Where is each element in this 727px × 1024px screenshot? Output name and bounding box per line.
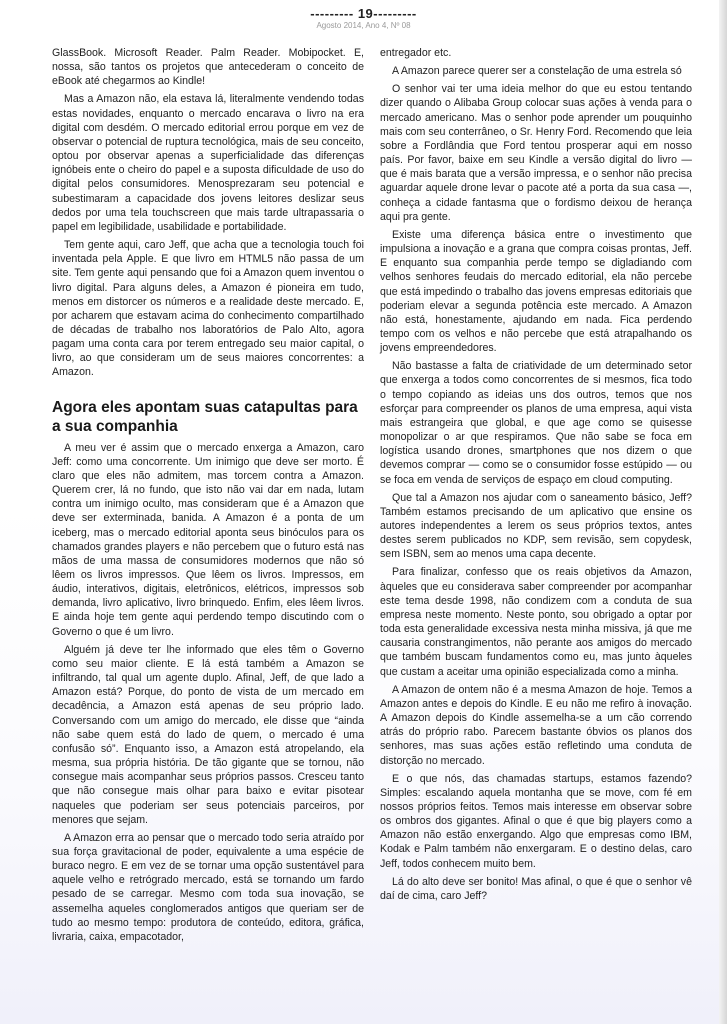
paragraph: A Amazon de ontem não é a mesma Amazon de hoje. Temos a Amazon antes e depois do Kindle. E eu não me refiro à inovação. A Amazon depois do Kindle assemelha-se a um cão correndo atrás do próprio rabo. Parecem bastante óbvios os planos dos senhores, mas suas ações estão refletindo uma conduta de distorção no mercado.	[380, 683, 692, 767]
left-column	[52, 46, 364, 948]
paragraph: Existe uma diferença básica entre o investimento que impulsiona a inovação e a grana que compra coisas prontas, Jeff. E enquanto sua companhia perde tempo se digladiando com velhos senhores feudais do mercado editorial, ela não percebe que está impedindo o trabalho das jovens empresas editoriais que poderiam elevar a segunda potência este mercado. A Amazon não está, honestamente, ajudando em nada. Fica perdendo tempo com os velhos e não percebe que está atrapalhando os jovens empreendedores.	[380, 228, 692, 355]
paragraph: Não bastasse a falta de criatividade de um determinado setor que enxerga a todos como concorrentes de si mesmos, fica todo o tempo copiando as ideias uns dos outros, temos que nos esforçar para compreender os planos de uma empresa, aqui vista mais estrangeira que global, e que age como se quisesse monopolizar o ar que respiramos. Que não sabe se foca em logística usando drones, smartphones que nos dizem o que devemos comprar — como se o consumidor fosse estúpido — ou se foca em venda de serviços de espaço em cloud computing.	[380, 360, 692, 486]
paragraph-continuation: entregador etc.	[380, 47, 452, 59]
page-number: --------- 19---------	[310, 6, 417, 21]
section-heading: Agora eles apontam suas catapultas para a sua companhia	[52, 398, 358, 435]
right-column	[380, 46, 692, 907]
paragraph: GlassBook. Microsoft Reader. Palm Reader. Mobipocket. E, nossa, são tantos os projetos que antecederam o conceito de eBook até chegarmos ao Kindle!	[52, 47, 364, 88]
paragraph: Que tal a Amazon nos ajudar com o saneamento básico, Jeff? Também estamos precisando de um aplicativo que ensine os autores independentes a lerem os seus próprios textos, antes destes serem publicados no KDP, sem revisão, sem copydesk, sem ISBN, sem ao menos uma capa decente.	[380, 491, 692, 561]
paragraph: Mas a Amazon não, ela estava lá, literalmente vendendo todas estas novidades, enquanto o mercado encarava o livro na era digital com desdém. O mercado editorial errou porque em vez de observar o potencial de ruptura tecnológica, mais de seu conceito, optou por observar apenas a superficialidade das diferenças ignóbeis ente o cheiro do papel e a suposta dificuldade de uso do digital pelos consumidores. Menosprezaram seu potencial e subestimaram a capacidade dos jovens leitores deslizar seus dedos por uma tela touchscreen que mais tarde ultrapassaria o papel em legibilidade, usabilidade e portabilidade.	[52, 93, 364, 233]
paragraph: Lá do alto deve ser bonito! Mas afinal, o que é que o senhor vê daí de cima, caro Jeff?	[380, 875, 692, 902]
paragraph: A Amazon erra ao pensar que o mercado todo seria atraído por sua força gravitacional de poder, equivalente a uma espécie de buraco negro. E em vez de se tornar uma opção sustentável para aquele velho e retrógrado mercado, está se tornando um fardo pesado de se carregar. Mesmo com toda sua inovação, se assemelha aqueles conglomerados antigos que queriam ser de tudo ao mesmo tempo: produtora de conteúdo, editora, gráfica, livraria, caixa, empacotador,	[52, 831, 364, 943]
paragraph: Para finalizar, confesso que os reais objetivos da Amazon, àqueles que eu considerava saber compreender por acompanhar este tema desde 1998, não condizem com a conduta de sua empresa neste momento. Neste ponto, sou obrigado a optar por toda esta generalidade excessiva nesta minha missiva, já que me causaria constrangimentos, não perante aos amigos do mercado que também buscam fundamentos como eu, mas junto àqueles que custam a aceitar uma opinião especializada como a minha.	[380, 566, 692, 678]
paragraph: A Amazon parece querer ser a constelação de uma estrela só	[392, 65, 682, 78]
paragraph: Alguém já deve ter lhe informado que eles têm o Governo como seu maior cliente. E lá está também a Amazon se infiltrando, tal qual um agente duplo. Afinal, Jeff, de que lado a Amazon está? Porque, do ponto de vista de um mercado em decadência, a Amazon está apenas de seu próprio lado. Conversando com um amigo do mercado, ele disse que “ainda não sabe quem está do lado de quem, o mercado é uma confusão só”. Enquanto isso, a Amazon está atropelando, ela mesma, sua própria história. De tão gigante que se tornou, não consegue mais acompanhar seus próprios passos. Cresceu tanto que não consegue mais olhar para baixo e evitar pisotear naqueles que poderiam ser seus potenciais parceiros, por menores que sejam.	[52, 643, 364, 826]
page-header	[0, 6, 727, 30]
issue-line: Agosto 2014, Ano 4, Nº 08	[316, 21, 411, 30]
paragraph: Tem gente aqui, caro Jeff, que acha que a tecnologia touch foi inventada pela Apple. E que livro em HTML5 não passa de um site. Tem gente aqui pensando que foi a Amazon quem inventou o livro digital. Para alguns deles, a Amazon é pioneira em tudo, menos em distorcer os números e a realidade deste mercado. E, por acharem que estavam acima do conhecimento compartilhado de décadas de trabalho nos laboratórios de Palo Alto, agora pagam uma conta cara por terem entregado seu maior capital, o livro, ao que consideram um de seus maiores concorrentes: a Amazon.	[52, 239, 364, 379]
paragraph: E o que nós, das chamadas startups, estamos fazendo? Simples: escalando aquela montanha que se move, com fé em nossos próprios feitos. Temos mais interesse em observar sobre os ombros dos gigantes. Afinal o que é que big players como a Amazon não estão enxergando. Algo que empresas como IBM, Kodak e Palm também não enxergaram. E o destino delas, caro Jeff, todos conhecem muito bem.	[380, 772, 692, 870]
paragraph: O senhor vai ter uma ideia melhor do que eu estou tentando dizer quando o Alibaba Group colocar suas ações à venda para o mercado americano. Mas o senhor pode aprender um pouquinho mais com seu conterrâneo, o Sr. Henry Ford. Recomendo que leia sobre a Fordlândia que Ford tentou prosperar aqui em nosso país. Por favor, baixe em seu Kindle a versão digital do livro — que é mais barata que a versão impressa, e o senhor não precisa aguardar aquele drone levar o pacote até a porta da sua casa —, conheça a cidade fantasma que o fordismo deixou de herança aqui pra gente.	[380, 83, 692, 223]
page-edge-shadow	[719, 0, 727, 1024]
paragraph: A meu ver é assim que o mercado enxerga a Amazon, caro Jeff: como uma concorrente. Um inimigo que deve ser morto. É claro que eles não admitem, mas torcem contra a Amazon. Querem crer, lá no fundo, que isto não vai dar em nada, lutam contra um inimigo oculto, mas consideram que é a Amazon que deve ser exterminada, banida. A Amazon é a ponta de um iceberg, mas o mercado editorial aponta seus binóculos para os chamados grandes players e não percebem que o futuro está nas mãos de uma massa de consumidores modernos que não só lêem os livros impressos. Que lêem os livros. Impressos, em áudio, interativos, digitais, eletrônicos, elétricos, impressos sob demanda, livro aplicativo, livro brinquedo. Enfim, eles lêem livros. E ainda hoje tem gente aqui perdendo tempo discutindo com o Governo o que é um livro.	[52, 441, 364, 638]
